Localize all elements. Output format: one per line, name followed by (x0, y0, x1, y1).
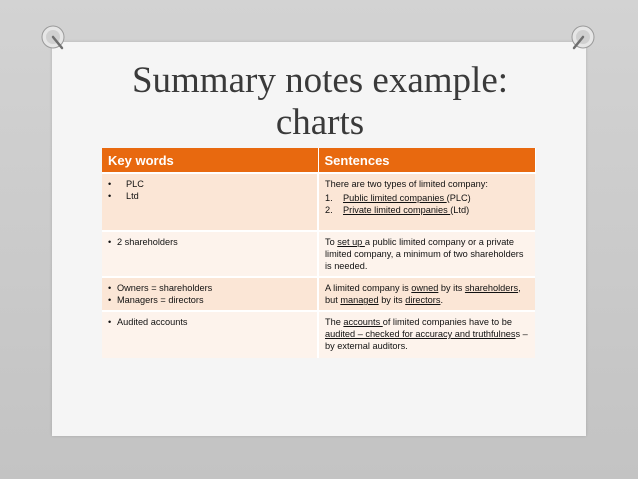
key-words-cell (102, 173, 318, 231)
list-item: 1. Public limited companies (PLC) (325, 193, 471, 203)
table-row (102, 277, 535, 311)
table-row (102, 173, 535, 231)
pushpin-icon (570, 24, 596, 50)
sentence-cell: A limited company is owned by its shareholders, but managed by its directors. (318, 277, 535, 311)
sentence-text: There are two types of limited company: (325, 179, 488, 189)
list-item: 2. Private limited companies (Ltd) (325, 205, 470, 215)
keyword-item: • 2 shareholders (108, 236, 311, 248)
table-row (102, 311, 535, 358)
pushpin-icon (40, 24, 66, 50)
sentence-cell: The accounts of limited companies have to be audited – checked for accuracy and truthfulness – by external auditors. (318, 311, 535, 358)
sentence-cell: To set up a public limited company or a private limited company, a minimum of two shareholders is needed. (318, 231, 535, 277)
keyword-item: • Owners = shareholders (108, 282, 311, 294)
sentence-cell (318, 173, 535, 231)
key-words-cell (102, 277, 318, 311)
keyword-item: • Audited accounts (108, 316, 311, 328)
keyword-item: • Managers = directors (108, 294, 311, 306)
slide-title: Summary notes example: charts (131, 60, 509, 143)
table-header-row (102, 148, 535, 173)
keyword-item: • Ltd (108, 190, 311, 202)
keyword-item: • PLC (108, 178, 311, 190)
table-row (102, 231, 535, 277)
key-words-cell (102, 231, 318, 277)
summary-table (102, 148, 536, 358)
key-words-cell (102, 311, 318, 358)
column-header-key-words: Key words (102, 148, 318, 173)
column-header-sentences: Sentences (318, 148, 535, 173)
